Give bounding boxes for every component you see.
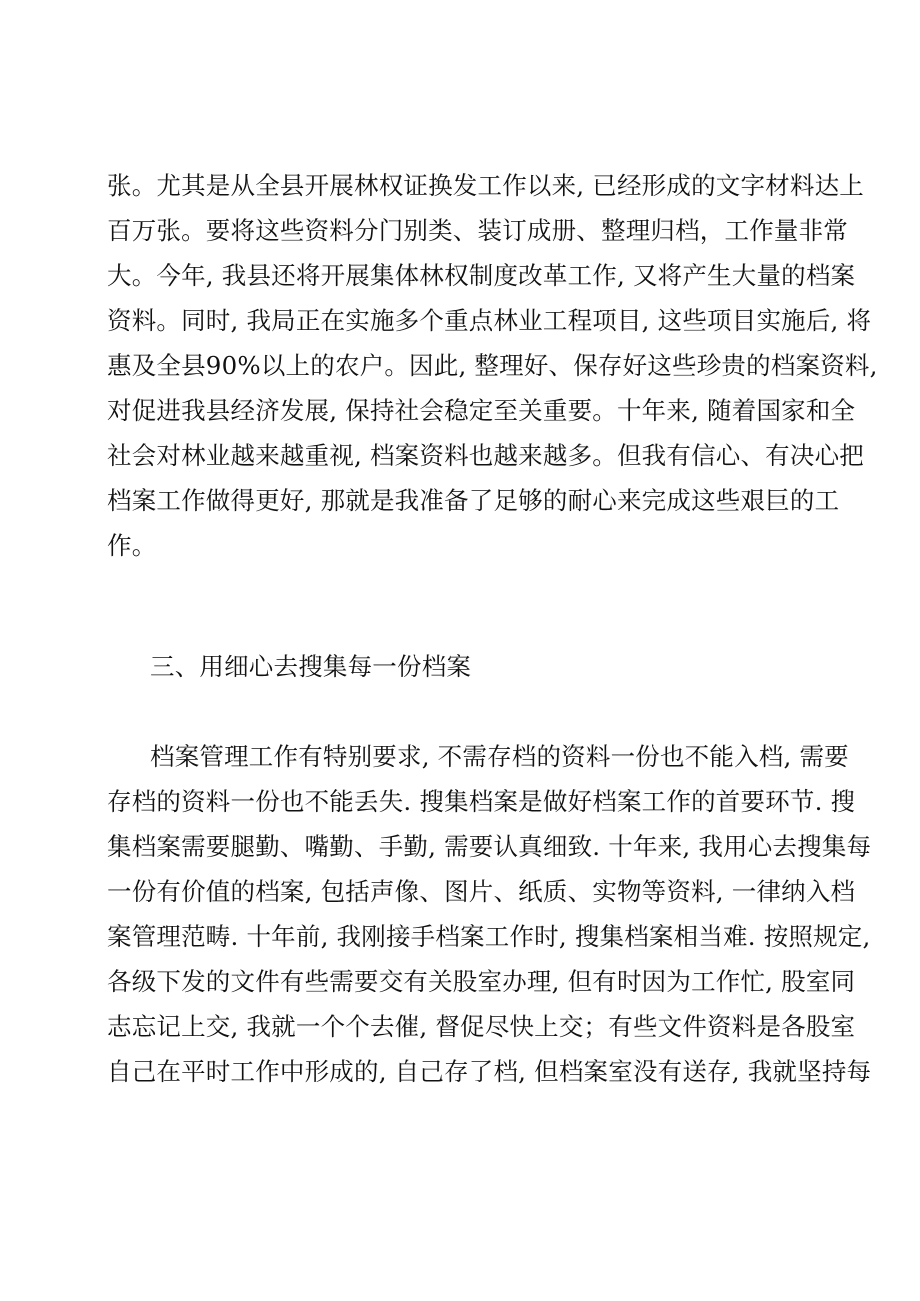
paragraph-1-line-1: 张。尤其是从全县开展林权证换发工作以来, 已经形成的文字材料达上	[107, 171, 864, 200]
paragraph-1-line-5: 惠及全县90%以上的农户。因此, 整理好、保存好这些珍贵的档案资料,	[107, 351, 878, 380]
paragraph-2-line-6: 各级下发的文件有些需要交有关股室办理, 但有时因为工作忙, 股室同	[107, 967, 856, 996]
paragraph-1-line-6: 对促进我县经济发展, 保持社会稳定至关重要。十年来, 随着国家和全	[107, 396, 856, 425]
section-heading: 三、用细心去搜集每一份档案	[150, 652, 472, 681]
paragraph-2-line-5: 案管理范畴. 十年前, 我刚接手档案工作时, 搜集档案相当难. 按照规定,	[107, 922, 871, 951]
paragraph-1-line-8: 档案工作做得更好, 那就是我准备了足够的耐心来完成这些艰巨的工	[107, 486, 840, 515]
paragraph-2-line-3: 集档案需要腿勤、嘴勤、手勤, 需要认真细致. 十年来, 我用心去搜集每	[107, 832, 872, 861]
paragraph-2-line-7: 志忘记上交, 我就一个个去催, 督促尽快上交；有些文件资料是各股室	[107, 1012, 856, 1041]
paragraph-1-line-4: 资料。同时, 我局正在实施多个重点林业工程项目, 这些项目实施后, 将	[107, 306, 872, 335]
paragraph-1-line-3: 大。今年, 我县还将开展集体林权制度改革工作, 又将产生大量的档案	[107, 261, 856, 290]
paragraph-2-line-8: 自己在平时工作中形成的, 自己存了档, 但档案室没有送存, 我就坚持每	[107, 1057, 872, 1086]
paragraph-2-line-4: 一份有价值的档案, 包括声像、图片、纸质、实物等资料, 一律纳入档	[107, 877, 856, 906]
paragraph-2-line-2: 存档的资料一份也不能丢失. 搜集档案是做好档案工作的首要环节. 搜	[107, 787, 856, 816]
paragraph-2-line-1: 档案管理工作有特别要求, 不需存档的资料一份也不能入档, 需要	[150, 742, 849, 771]
paragraph-1-line-7: 社会对林业越来越重视, 档案资料也越来越多。但我有信心、有决心把	[107, 441, 864, 470]
paragraph-1-line-2: 百万张。要将这些资料分门别类、装订成册、整理归档，工作量非常	[107, 216, 848, 245]
paragraph-1-line-9: 作。	[107, 531, 157, 560]
